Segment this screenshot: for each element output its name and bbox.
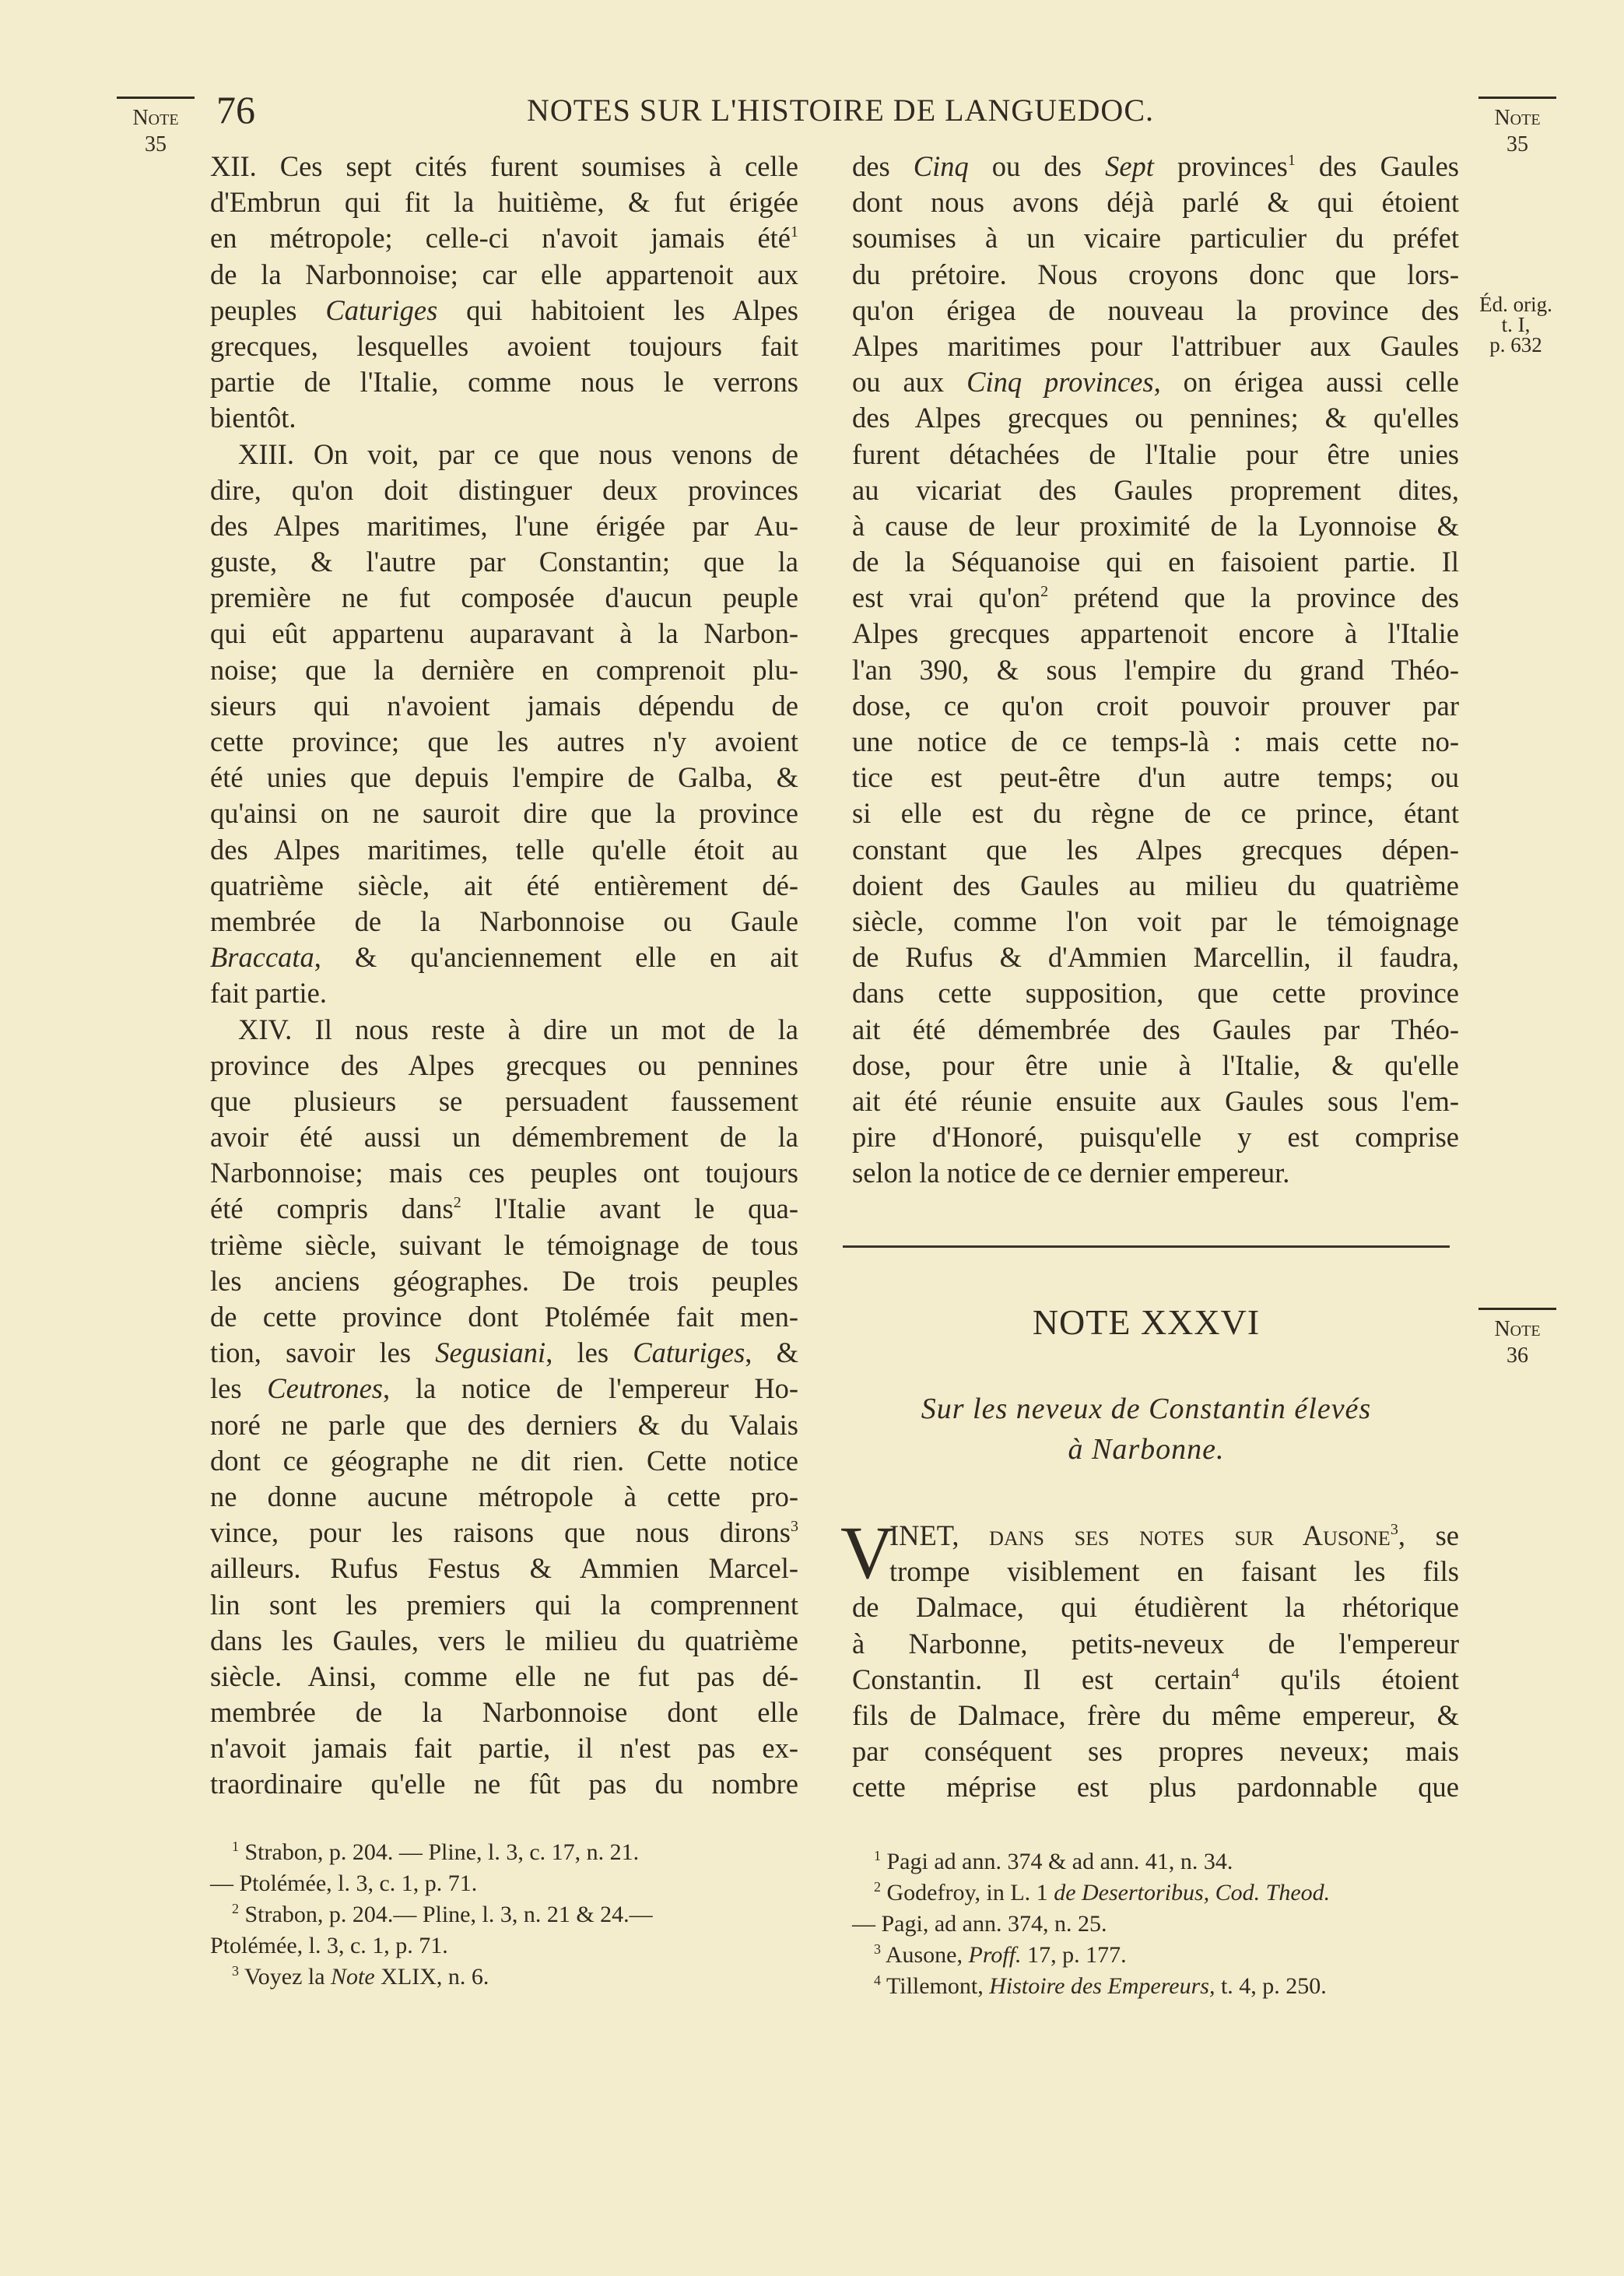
text-run: Ausone, <box>881 1942 969 1968</box>
text-run: siècle. Ainsi, comme elle ne fut pas dé- <box>210 1660 798 1692</box>
note-subtitle-line: Sur les neveux de Constantin élevés <box>921 1393 1372 1425</box>
text-run: du prétoire. Nous croyons donc que lors- <box>852 258 1459 290</box>
text-line <box>852 1554 1459 1589</box>
text-run: pire d'Honoré, puisqu'elle y est comprise <box>852 1121 1459 1154</box>
text-run: dans les Gaules, vers le milieu du quatrième <box>210 1624 798 1656</box>
text-run: de Rufus & d'Ammien Marcellin, il faudra, <box>852 941 1459 974</box>
drop-cap: V <box>840 1511 895 1594</box>
right-column <box>852 149 1459 1191</box>
text-line <box>210 220 798 256</box>
text-run: province des Alpes grecques ou pennines <box>210 1048 798 1081</box>
text-line <box>852 1084 1459 1119</box>
text-line <box>210 1299 798 1335</box>
text-run: des Alpes maritimes, telle qu'elle étoit au <box>210 833 798 866</box>
text-line <box>210 1335 798 1371</box>
text-run: constant que les Alpes grecques dépen- <box>852 833 1459 866</box>
text-run: traordinaire qu'elle ne fût pas du nombre <box>210 1768 798 1800</box>
text-line <box>852 508 1459 544</box>
text-line <box>210 832 798 868</box>
text-run: de la Séquanoise qui en faisoient partie. Il <box>852 546 1459 578</box>
text-run: fait partie. <box>210 977 327 1010</box>
text-line <box>210 293 798 328</box>
text-run: dans cette supposition, que cette province <box>852 977 1459 1010</box>
text-line <box>852 1048 1459 1084</box>
text-run: Strabon, p. 204.— Pline, l. 3, n. 21 & 24.— <box>239 1902 653 1927</box>
edition-ref-line: p. 632 <box>1489 333 1542 357</box>
footnote-ref: 2 <box>232 1901 239 1916</box>
text-line <box>210 760 798 796</box>
text-line <box>210 975 798 1011</box>
text-run: selon la notice de ce dernier empereur. <box>852 1157 1290 1189</box>
text-line <box>210 652 798 688</box>
text-line <box>852 724 1459 760</box>
text-run: est vrai qu'on <box>852 581 1041 614</box>
text-run: XLIX, n. 6. <box>374 1964 489 1990</box>
italic-run: Cinq <box>913 150 969 182</box>
text-line <box>852 1769 1459 1805</box>
text-run: qui eût appartenu auparavant à la Narbon- <box>210 617 798 650</box>
text-run: n'avoit jamais fait partie, il n'est pas ex- <box>210 1732 798 1765</box>
text-line <box>210 1659 798 1695</box>
text-run: tion, savoir les <box>210 1336 436 1369</box>
text-line <box>852 796 1459 831</box>
text-line <box>210 328 798 364</box>
text-run: Voyez la <box>239 1964 331 1990</box>
text-run: ailleurs. Rufus Festus & Ammien Marcel- <box>210 1552 798 1585</box>
text-run: en métropole; celle-ci n'avoit jamais été <box>210 222 791 255</box>
text-line <box>210 1899 801 1930</box>
footnote-ref: 4 <box>874 1972 881 1988</box>
text-line <box>852 1909 1459 1940</box>
text-line <box>852 220 1459 256</box>
text-line <box>210 1263 798 1299</box>
text-line <box>852 544 1459 580</box>
text-run: au vicariat des Gaules proprement dites, <box>852 473 1459 506</box>
text-line <box>852 1846 1459 1877</box>
text-run: INET, dans ses notes sur Ausone <box>889 1519 1391 1551</box>
text-line <box>210 1837 801 1868</box>
text-line <box>852 328 1459 364</box>
text-run: — Ptolémée, l. 3, c. 1, p. 71. <box>210 1870 478 1896</box>
text-run: de cette province dont Ptolémée fait men- <box>210 1301 798 1333</box>
text-line <box>852 1877 1459 1909</box>
text-line <box>210 1012 798 1048</box>
text-line <box>210 868 798 904</box>
footnote-ref: 3 <box>1390 1521 1398 1538</box>
text-line <box>210 1515 798 1551</box>
text-line <box>852 149 1459 184</box>
text-line <box>210 1155 798 1191</box>
text-line <box>210 437 798 472</box>
text-run: peuples <box>210 293 326 326</box>
text-run: , se <box>1398 1519 1460 1551</box>
text-run: on érigea aussi celle <box>1160 366 1460 399</box>
text-run: Constantin. Il est certain <box>852 1663 1232 1695</box>
text-line <box>852 1971 1459 2002</box>
text-line <box>852 832 1459 868</box>
text-run: lin sont les premiers qui la comprennent <box>210 1588 798 1621</box>
text-line <box>210 1084 798 1119</box>
text-run: été compris dans <box>210 1192 454 1225</box>
text-run: , la notice de l'empereur Ho- <box>382 1372 798 1405</box>
text-run: , les <box>545 1336 633 1369</box>
text-run: dire, qu'on doit distinguer deux provinces <box>210 473 798 506</box>
text-line <box>852 616 1459 652</box>
text-line <box>210 1695 798 1730</box>
text-line <box>852 1940 1459 1971</box>
text-line <box>210 580 798 616</box>
text-line <box>852 400 1459 436</box>
text-run: grecques, lesquelles avoient toujours fait <box>210 329 798 362</box>
footnote-ref: 1 <box>791 223 798 241</box>
text-line <box>210 1048 798 1084</box>
text-run: qui habitoient les Alpes <box>437 293 798 326</box>
margin-note-number: 35 <box>145 132 167 156</box>
note-subtitle-line: à Narbonne. <box>1068 1433 1225 1466</box>
text-run: Alpes maritimes pour l'attribuer aux Gaules <box>852 329 1459 362</box>
text-run: doient des Gaules au milieu du quatrième <box>852 869 1459 901</box>
text-run: dose, pour être unie à l'Italie, & qu'elle <box>852 1048 1459 1081</box>
text-line <box>210 149 798 184</box>
text-run: noré ne parle que des derniers & du Valais <box>210 1408 798 1441</box>
text-run: soumises à un vicaire particulier du préfet <box>852 222 1459 255</box>
text-run: dont ce géographe ne dit rien. Cette notice <box>210 1444 798 1477</box>
text-run: cette province; que les autres n'y avoient <box>210 725 798 757</box>
text-line <box>852 1733 1459 1769</box>
footnote-ref: 1 <box>1287 152 1296 169</box>
text-run: partie de l'Italie, comme nous le verrons <box>210 366 798 399</box>
section-divider <box>843 1245 1450 1248</box>
margin-note-left <box>117 97 195 158</box>
text-line <box>210 364 798 400</box>
edition-ref-line: t. I, <box>1501 313 1531 336</box>
text-line <box>210 1766 798 1802</box>
text-run: ou aux <box>852 366 967 399</box>
text-run: une notice de ce temps-là : mais cette no- <box>852 725 1459 757</box>
italic-run: Caturiges <box>325 293 438 326</box>
text-run: Pagi ad ann. 374 & ad ann. 41, n. 34. <box>881 1849 1233 1874</box>
text-run: qu'ils étoient <box>1239 1663 1459 1695</box>
italic-run: Note <box>331 1964 375 1990</box>
edition-ref-line: Éd. orig. <box>1479 293 1552 316</box>
text-line <box>210 796 798 831</box>
text-line <box>210 544 798 580</box>
text-line <box>210 688 798 724</box>
text-line <box>210 1443 798 1479</box>
text-line <box>852 257 1459 293</box>
text-line <box>210 257 798 293</box>
text-run: des Alpes maritimes, l'une érigée par Au- <box>210 509 798 542</box>
text-run: Ptolémée, l. 3, c. 1, p. 71. <box>210 1933 448 1958</box>
text-run: cette méprise est plus pardonnable que <box>852 1771 1459 1804</box>
text-run: des Alpes grecques ou pennines; & qu'elles <box>852 402 1459 434</box>
text-run: de Dalmace, qui étudièrent la rhétorique <box>852 1591 1459 1624</box>
margin-note-right <box>1478 97 1556 158</box>
text-line <box>210 1119 798 1155</box>
text-line <box>210 508 798 544</box>
text-line <box>210 1730 798 1766</box>
footnote-ref: 3 <box>874 1941 881 1957</box>
text-line <box>210 1479 798 1515</box>
text-run: Narbonnoise; mais ces peuples ont toujours <box>210 1157 798 1189</box>
text-line <box>852 652 1459 688</box>
text-line <box>210 724 798 760</box>
text-run: , & qu'anciennement elle en ait <box>314 941 798 974</box>
text-run: de la Narbonnoise; car elle appartenoit aux <box>210 258 798 290</box>
text-run: l'an 390, & sous l'empire du grand Théo- <box>852 653 1459 686</box>
text-line <box>210 1407 798 1443</box>
text-run: été unies que depuis l'empire de Galba, & <box>210 761 798 794</box>
note-title: NOTE XXXVI <box>1032 1302 1261 1342</box>
text-run: quatrième siècle, ait été entièrement dé- <box>210 869 798 901</box>
margin-rule <box>1478 1308 1556 1310</box>
text-line <box>852 1662 1459 1698</box>
footnote-ref: 2 <box>1040 583 1049 601</box>
text-run: furent détachées de l'Italie pour être unies <box>852 437 1459 470</box>
text-line <box>852 1589 1459 1625</box>
text-line <box>852 1012 1459 1048</box>
text-run: Alpes grecques appartenoit encore à l'Italie <box>852 617 1459 650</box>
text-line <box>210 1228 798 1263</box>
footnote-ref: 3 <box>232 1963 239 1979</box>
footnote-ref: 1 <box>232 1839 239 1854</box>
footnote-ref: 2 <box>874 1879 881 1895</box>
margin-note-label: Note <box>1494 1317 1541 1341</box>
footnotes-right <box>852 1846 1459 2002</box>
text-line <box>852 760 1459 796</box>
text-run: si elle est du règne de ce prince, étant <box>852 797 1459 830</box>
note-subtitle <box>843 1389 1450 1470</box>
text-line <box>210 1868 801 1899</box>
text-line <box>852 868 1459 904</box>
text-run: première ne fut composée d'aucun peuple <box>210 581 798 614</box>
italic-run: Histoire des Empereurs, <box>989 1973 1215 1999</box>
text-run: fils de Dalmace, frère du même empereur, & <box>852 1698 1459 1731</box>
text-line <box>852 904 1459 940</box>
text-line <box>210 616 798 652</box>
text-line <box>852 1626 1459 1662</box>
margin-note-number: 36 <box>1506 1343 1528 1368</box>
text-run: à cause de leur proximité de la Lyonnoise & <box>852 509 1459 542</box>
text-run: XIII. On voit, par ce que nous venons de <box>238 437 798 470</box>
italic-run: de Desertoribus, Cod. Theod. <box>1054 1880 1331 1905</box>
footnote-ref: 3 <box>791 1518 798 1536</box>
text-run: prétend que la province des <box>1048 581 1459 614</box>
text-run: ne donne aucune métropole à cette pro- <box>210 1480 798 1512</box>
text-line <box>852 437 1459 472</box>
text-line <box>852 1518 1459 1554</box>
text-run: qu'ainsi on ne sauroit dire que la province <box>210 797 798 830</box>
italic-run: Braccata <box>210 941 314 974</box>
text-run: des Gaules <box>1295 150 1460 182</box>
text-run: membrée de la Narbonnoise ou Gaule <box>210 904 798 937</box>
text-line <box>210 184 798 220</box>
text-line <box>852 184 1459 220</box>
text-run: provinces <box>1153 150 1288 182</box>
text-run: , & <box>745 1336 798 1369</box>
text-run: avoir été aussi un démembrement de la <box>210 1121 798 1154</box>
text-run: l'Italie avant le qua- <box>461 1192 798 1225</box>
text-run: membrée de la Narbonnoise dont elle <box>210 1696 798 1729</box>
text-run: Godefroy, in L. 1 <box>881 1880 1054 1905</box>
page-number: 76 <box>216 88 255 132</box>
text-run: dont nous avons déjà parlé & qui étoient <box>852 186 1459 219</box>
footnote-ref: 4 <box>1231 1664 1240 1682</box>
text-run: ait été réunie ensuite aux Gaules sous l'em- <box>852 1084 1459 1117</box>
text-run: qu'on érigea de nouveau la province des <box>852 293 1459 326</box>
text-run: 17, p. 177. <box>1021 1942 1127 1968</box>
text-run: bientôt. <box>210 402 296 434</box>
text-line <box>852 580 1459 616</box>
footnote-ref: 1 <box>874 1848 881 1863</box>
text-run: tice est peut-être d'un autre temps; ou <box>852 761 1459 794</box>
text-line <box>852 688 1459 724</box>
text-run: Tillemont, <box>881 1973 990 1999</box>
text-run: vince, pour les raisons que nous dirons <box>210 1516 791 1549</box>
text-line <box>852 472 1459 508</box>
text-run: Strabon, p. 204. — Pline, l. 3, c. 17, n. 21. <box>239 1839 640 1865</box>
text-run: siècle, comme l'on voit par le témoignage <box>852 904 1459 937</box>
margin-note-number: 35 <box>1506 132 1528 156</box>
text-run: les anciens géographes. De trois peuples <box>210 1264 798 1297</box>
text-line <box>210 1930 801 1962</box>
text-line <box>210 1371 798 1407</box>
italic-run: Ceutrones <box>267 1372 383 1405</box>
text-line <box>210 1551 798 1586</box>
running-title: NOTES SUR L'HISTOIRE DE LANGUEDOC. <box>526 93 1154 128</box>
text-run: XII. Ces sept cités furent soumises à celle <box>210 150 798 182</box>
text-line <box>852 975 1459 1011</box>
text-run: que plusieurs se persuadent faussement <box>210 1084 798 1117</box>
text-line <box>852 364 1459 400</box>
text-run: noise; que la dernière en comprenoit plu- <box>210 653 798 686</box>
margin-note-label: Note <box>132 106 179 130</box>
text-run: trième siècle, suivant le témoignage de tous <box>210 1228 798 1261</box>
text-run: sieurs qui n'avoient jamais dépendu de <box>210 689 798 722</box>
text-line <box>852 1698 1459 1733</box>
italic-run: Cinq provinces, <box>966 366 1161 399</box>
text-run: les <box>210 1372 268 1405</box>
text-run: trompe visiblement en faisant les fils <box>889 1555 1459 1588</box>
text-run: — Pagi, ad ann. 374, n. 25. <box>852 1911 1107 1937</box>
text-run: à Narbonne, petits-neveux de l'empereur <box>852 1627 1459 1660</box>
left-column <box>210 149 798 1803</box>
text-line <box>852 1155 1459 1191</box>
text-line <box>210 400 798 436</box>
margin-rule <box>1478 97 1556 99</box>
text-line <box>210 1962 801 1993</box>
italic-run: Sept <box>1105 150 1154 182</box>
italic-run: Caturiges <box>633 1336 745 1369</box>
note-body <box>852 1518 1459 1806</box>
margin-note-right-36 <box>1478 1308 1556 1369</box>
italic-run: Proff. <box>968 1942 1022 1968</box>
text-line <box>210 1191 798 1227</box>
text-run: des <box>852 150 914 182</box>
text-line <box>852 940 1459 975</box>
text-run: XIV. Il nous reste à dire un mot de la <box>238 1013 798 1045</box>
text-line <box>852 1119 1459 1155</box>
text-line <box>210 1587 798 1623</box>
text-line <box>210 472 798 508</box>
text-run: guste, & l'autre par Constantin; que la <box>210 546 798 578</box>
text-line <box>210 1623 798 1659</box>
margin-note-label: Note <box>1494 106 1541 130</box>
footnote-ref: 2 <box>453 1194 461 1212</box>
text-run: ait été démembrée des Gaules par Théo- <box>852 1013 1459 1045</box>
text-line <box>210 940 798 975</box>
text-run: par conséquent ses propres neveux; mais <box>852 1735 1459 1768</box>
footnotes-left <box>210 1837 801 1993</box>
margin-rule <box>117 97 195 99</box>
edition-reference <box>1469 294 1563 355</box>
text-run: ou des <box>968 150 1106 182</box>
text-line <box>210 904 798 940</box>
text-run: t. 4, p. 250. <box>1215 1973 1327 1999</box>
text-run: d'Embrun qui fit la huitième, & fut érigée <box>210 186 798 219</box>
italic-run: Segusiani <box>435 1336 546 1369</box>
text-run: dose, ce qu'on croit pouvoir prouver par <box>852 689 1459 722</box>
text-line <box>852 293 1459 328</box>
